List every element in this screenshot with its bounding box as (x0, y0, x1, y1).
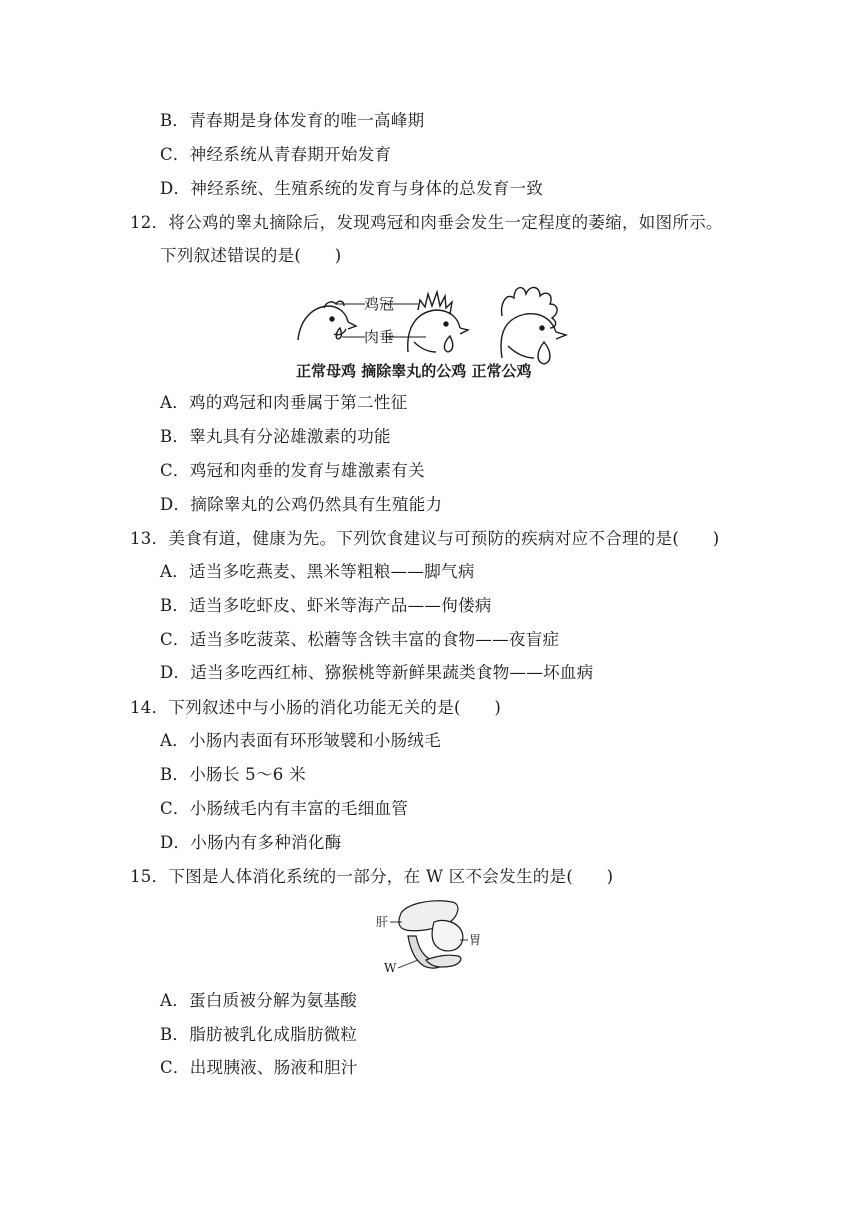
q12-option-d: D．摘除睾丸的公鸡仍然具有生殖能力 (160, 495, 443, 514)
q15-option-b: B．脂肪被乳化成脂肪微粒 (160, 1025, 358, 1044)
q11-option-b: B．青春期是身体发育的唯一高峰期 (160, 111, 425, 130)
q13-stem: 13．美食有道，健康为先。下列饮食建议与可预防的疾病对应不合理的是( ) (130, 529, 720, 548)
q15-option-a: A．蛋白质被分解为氨基酸 (160, 991, 358, 1010)
q11-option-d: D．神经系统、生殖系统的发育与身体的总发育一致 (160, 179, 544, 198)
q15-stem: 15．下图是人体消化系统的一部分，在 W 区不会发生的是( ) (130, 867, 614, 886)
label-liver: 肝 (376, 915, 389, 929)
q14-option-d: D．小肠内有多种消化酶 (160, 833, 342, 852)
q14-option-a: A．小肠内表面有环形皱襞和小肠绒毛 (160, 731, 442, 750)
label-comb: 鸡冠 (364, 295, 395, 313)
q13-option-d: D．适当多吃西红柿、猕猴桃等新鲜果蔬类食物——坏血病 (160, 663, 594, 682)
label-w: W (384, 961, 397, 975)
q13-option-b: B．适当多吃虾皮、虾米等海产品——佝偻病 (160, 596, 492, 615)
q14-stem: 14．下列叙述中与小肠的消化功能无关的是( ) (130, 698, 502, 717)
q11-option-c: C．神经系统从青春期开始发育 (160, 145, 392, 164)
q12-stem-line2: 下列叙述错误的是( ) (160, 246, 342, 265)
q14-option-c: C．小肠绒毛内有丰富的毛细血管 (160, 799, 409, 818)
q14-option-b: B．小肠长 5～6 米 (160, 765, 306, 784)
rooster-comparison-figure (290, 282, 570, 382)
figure-caption: 正常母鸡 摘除睾丸的公鸡 正常公鸡 (296, 362, 532, 380)
castrated-rooster-head-illustration (408, 292, 468, 352)
q12-option-a: A．鸡的鸡冠和肉垂属于第二性征 (160, 393, 408, 412)
q15-option-c: C．出现胰液、肠液和胆汁 (160, 1058, 358, 1077)
q12-option-c: C．鸡冠和肉垂的发育与雄激素有关 (160, 461, 425, 480)
stomach-shape (432, 920, 463, 950)
q12-option-b: B．睾丸具有分泌雄激素的功能 (160, 427, 391, 446)
label-stomach: 胃 (469, 933, 482, 947)
q12-stem-line1: 12．将公鸡的睾丸摘除后，发现鸡冠和肉垂会发生一定程度的萎缩，如图所示。 (130, 213, 723, 232)
q13-option-c: C．适当多吃菠菜、松蘑等含铁丰富的食物——夜盲症 (160, 630, 560, 649)
label-wattle: 肉垂 (364, 328, 395, 346)
digestive-system-figure (372, 896, 492, 982)
normal-rooster-head-illustration (501, 287, 566, 364)
q13-option-a: A．适当多吃燕麦、黑米等粗粮——脚气病 (160, 562, 475, 581)
hen-head-illustration (298, 301, 356, 340)
